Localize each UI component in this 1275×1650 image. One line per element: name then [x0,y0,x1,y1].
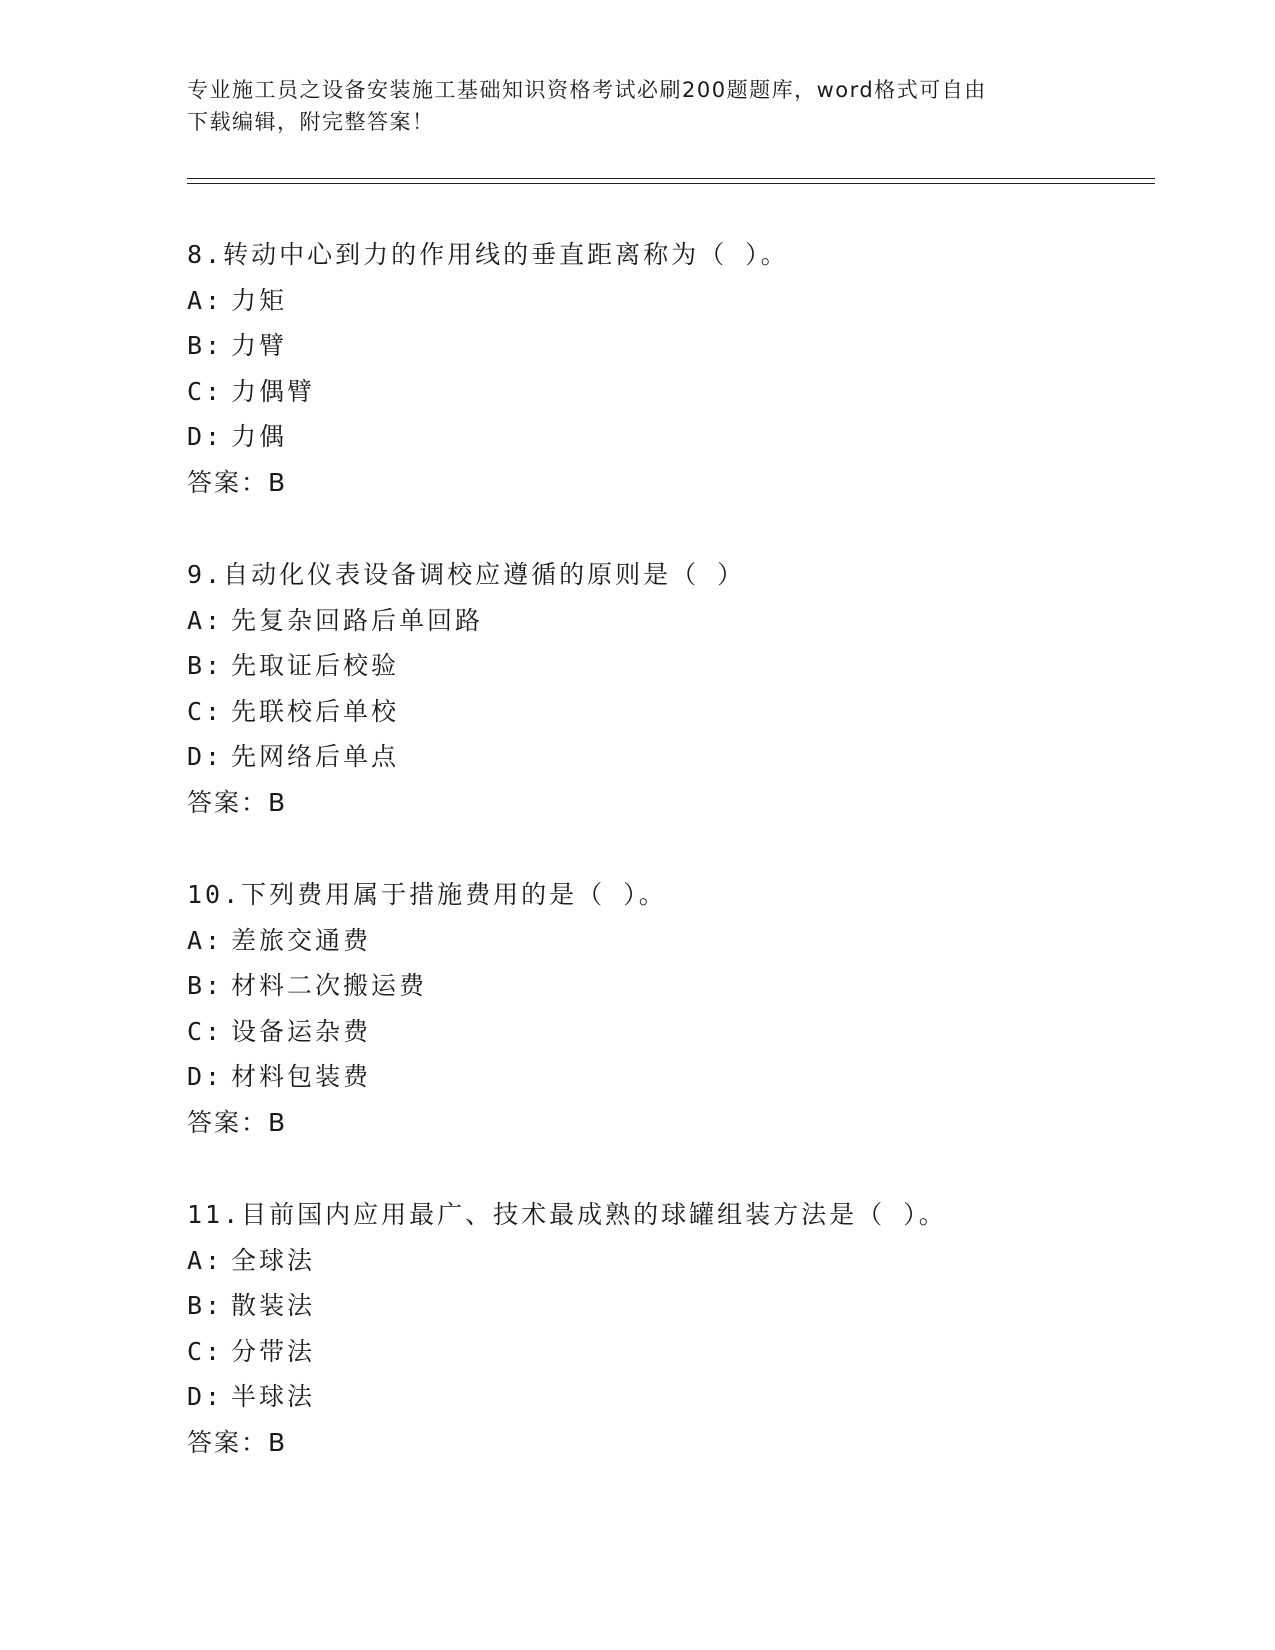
option-letter: B: [187,971,224,1000]
answer-line: 答案：B [187,467,288,497]
option-b [187,643,1187,689]
option-letter: B: [187,651,224,680]
option-c [187,1329,1187,1375]
question-stem: 8.转动中心到力的作用线的垂直距离称为（ ）。 [187,240,789,269]
document-header [187,74,1067,138]
option-letter: A: [187,285,224,315]
option-letter: C: [187,376,224,406]
option-a [187,918,1187,964]
option-letter: B: [187,331,224,360]
option-letter: D: [187,1382,224,1411]
option-text: 先网络后单点 [231,742,400,771]
option-letter: A: [187,605,224,635]
question-block [187,872,1187,1145]
option-c [187,1009,1187,1055]
option-a [187,598,1187,644]
option-letter: D: [187,1062,224,1091]
option-b [187,1283,1187,1329]
option-letter: D: [187,422,224,451]
option-d [187,734,1187,780]
answer-line: 答案：B [187,1107,288,1137]
option-text: 半球法 [231,1382,316,1411]
option-letter: B: [187,1291,224,1320]
option-letter: A: [187,925,224,955]
header-divider-bottom [187,183,1155,184]
option-b [187,963,1187,1009]
option-text: 差旅交通费 [231,925,372,955]
option-text: 材料包装费 [231,1062,372,1091]
option-text: 先联校后单校 [231,696,400,726]
option-text: 设备运杂费 [231,1016,372,1046]
option-c [187,369,1187,415]
option-a [187,1238,1187,1284]
option-letter: D: [187,742,224,771]
question-block [187,1192,1187,1465]
question-stem: 10.下列费用属于措施费用的是（ ）。 [187,880,667,909]
option-text: 分带法 [231,1336,316,1366]
option-text: 全球法 [231,1245,316,1275]
option-d [187,1054,1187,1100]
question-block [187,232,1187,505]
option-text: 散装法 [231,1291,316,1320]
option-text: 力偶臂 [231,376,316,406]
question-block [187,552,1187,825]
option-letter: C: [187,696,224,726]
option-b [187,323,1187,369]
header-title-line-2: 下载编辑，附完整答案！ [187,110,435,134]
header-title-line-1: 专业施工员之设备安装施工基础知识资格考试必刷200题题库，word格式可自由 [187,78,987,102]
option-text: 力偶 [231,422,288,451]
option-letter: C: [187,1336,224,1366]
option-c [187,689,1187,735]
option-text: 材料二次搬运费 [231,971,428,1000]
option-letter: A: [187,1245,224,1275]
option-a [187,278,1187,324]
option-text: 先复杂回路后单回路 [231,605,484,635]
option-d [187,1374,1187,1420]
answer-line: 答案：B [187,1427,288,1457]
answer-line: 答案：B [187,787,288,817]
option-text: 先取证后校验 [231,651,400,680]
option-d [187,414,1187,460]
question-stem: 11.目前国内应用最广、技术最成熟的球罐组装方法是（ ）。 [187,1200,947,1229]
option-letter: C: [187,1016,224,1046]
option-text: 力臂 [231,331,288,360]
question-stem: 9.自动化仪表设备调校应遵循的原则是（ ） [187,560,746,589]
option-text: 力矩 [231,285,288,315]
header-divider-top [187,178,1155,179]
